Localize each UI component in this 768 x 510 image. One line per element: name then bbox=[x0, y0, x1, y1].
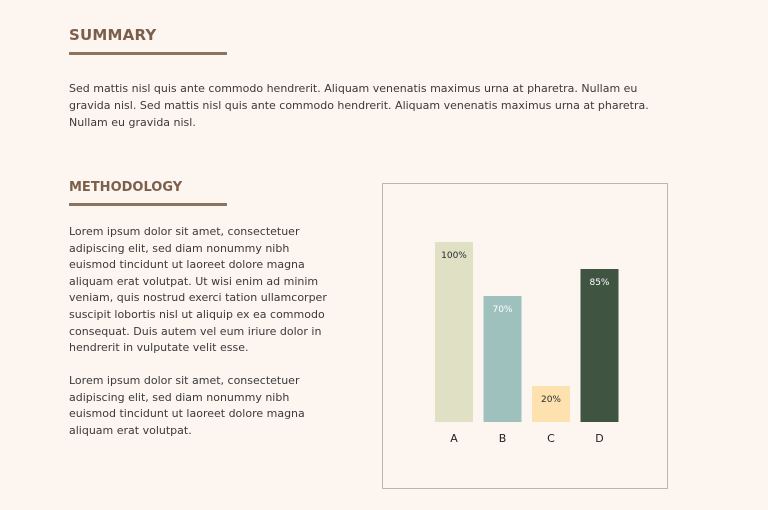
bar-chart-frame bbox=[382, 183, 668, 489]
bar-value-label-c: 20% bbox=[540, 395, 562, 405]
category-label-b: B bbox=[498, 432, 507, 445]
methodology-paragraph-2: Lorem ipsum dolor sit amet, consectetuer adipiscing elit, sed diam nonummy nibh euismod tincidunt ut laoreet dolore magna aliquam erat volutpat. bbox=[69, 374, 305, 437]
category-label-d: D bbox=[595, 432, 604, 445]
bar-value-label-a: 100% bbox=[441, 251, 467, 261]
bar-value-label-b: 70% bbox=[492, 305, 513, 315]
bar-a bbox=[435, 242, 473, 422]
summary-underline bbox=[69, 52, 227, 55]
bar-chart bbox=[383, 184, 669, 490]
methodology-heading: METHODOLOGY bbox=[69, 180, 183, 195]
bar-value-label-d: 85% bbox=[589, 278, 610, 288]
bar-d bbox=[581, 269, 619, 422]
summary-paragraph: Sed mattis nisl quis ante commodo hendrerit. Aliquam venenatis maximus urna at pharetra. Nullam eu gravida nisl. Sed mattis nisl quis ante commodo hendrerit. Aliquam venenatis maximus urna at pharetra. Nullam eu gravida nisl. bbox=[69, 82, 649, 129]
summary-heading: SUMMARY bbox=[69, 26, 157, 44]
category-label-c: C bbox=[547, 432, 555, 445]
category-label-a: A bbox=[450, 432, 458, 445]
methodology-paragraph-1: Lorem ipsum dolor sit amet, consectetuer adipiscing elit, sed diam nonummy nibh euismod tincidunt ut laoreet dolore magna aliquam erat volutpat. Ut wisi enim ad minim veniam, quis nostrud exerci tation ullamcorper suscipit lobortis nisl ut aliquip ex ea commodo consequat. Duis autem vel eum iriure dolor in hendrerit in vulputate velit esse. bbox=[69, 225, 327, 355]
methodology-underline bbox=[69, 203, 227, 206]
